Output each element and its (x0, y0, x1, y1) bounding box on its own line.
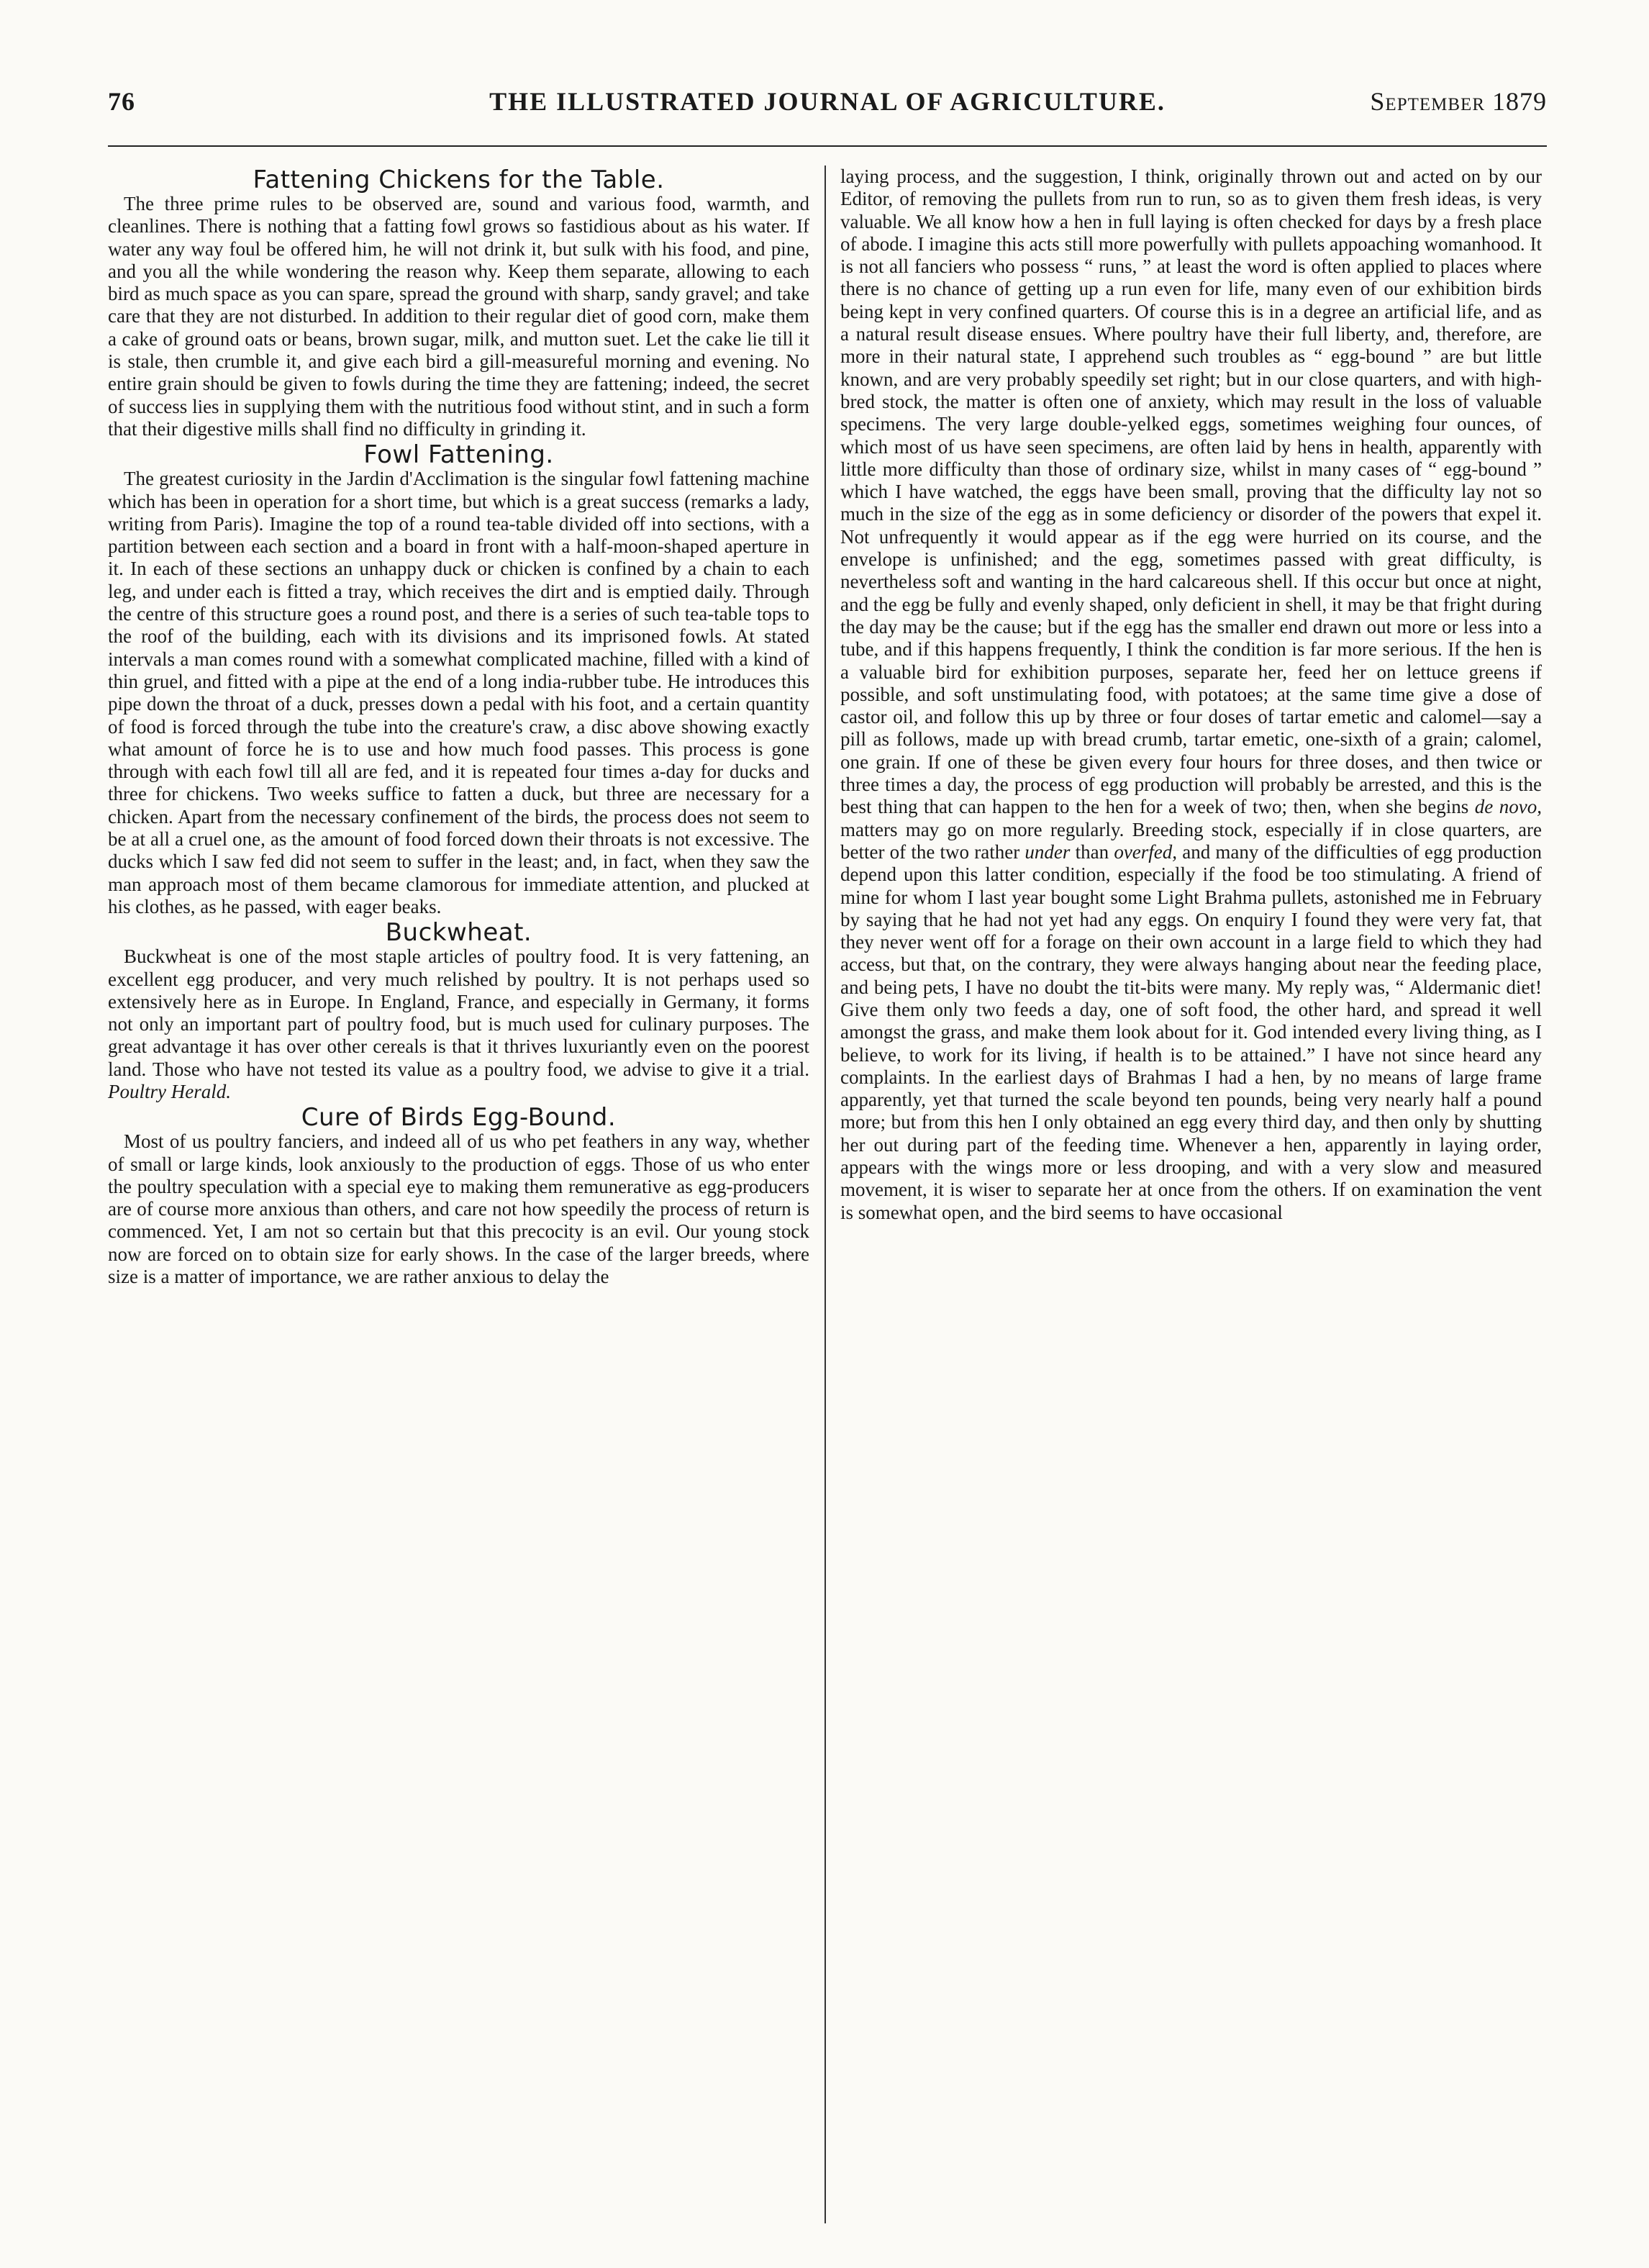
right-column (840, 165, 1542, 1224)
left-column (108, 165, 809, 1288)
header-rule (108, 145, 1547, 147)
article-body: Most of us poultry fanciers, and indeed all of us who pet feathers in any way, whether of small or large kinds, look anxiously to the production of eggs. Those of us who enter the poultry speculation with a special eye to making them remunerative as egg-producers are of course more anxious than others, and care not how speedily the process of return is commenced. Yet, I am not so certain but that this precocity is an evil. Our young stock now are forced on to obtain size for early shows. In the case of the larger breeds, where size is a matter of importance, we are rather anxious to delay the (108, 1130, 809, 1288)
continued-text: and many of the difficulties of egg production depend upon this latter condition, especially if the food be too stimulating. A friend of mine for whom I last year bought some Light Brahma pullets, astonished me in February by saying that he had not yet had any eggs. On enquiry I found they were very fat, that they never went off for a forage on their own account in a large field to which they had access, but that, on the contrary, they were always hanging about near the feeding place, and being pets, I have no doubt the tit-bits were many. My reply was, “ Aldermanic diet! Give them only two feeds a day, one of soft food, the other hard, and spread it well amongst the grass, and make them look about for it. God intended every living thing, as I believe, to work for its living, if health is to be attained.” I have not since heard any complaints. In the earliest days of Brahmas I had a hen, by no means of large frame apparently, yet that turned the scale beyond ten pounds, being very nearly half a pound more; but from this hen I only obtained an egg every third day, and then only by shutting her out during part of the feeding time. Whenever a hen, apparently in laying order, appears with the wings more or less drooping, and with a very slow and measured movement, it is wiser to separate her at once from the others. If on examination the vent is somewhat open, and the bird seems to have occasional (840, 840, 1543, 1223)
article-columns (108, 165, 1547, 2231)
continued-text: matters may go on more regularly. Breeding stock, especially if in close quarters, are better of the two rather (840, 818, 1542, 863)
article-body: The greatest curiosity in the Jardin d'Acclimation is the singular fowl fattening machine which has been in operation for a short time, but which is a great success (remarks a lady, writing from Paris). Imagine the top of a round tea-table divided off into sections, with a partition between each section and a board in front with a half-moon-shaped aperture in it. In each of these sections an unhappy duck or chicken is confined by a chain to each leg, and under each is fitted a tray, which receives the dirt and is emptied daily. Through the centre of this structure goes a round post, and there is a series of such tea-table tops to the roof of the building, each with its divisions and its imprisoned fowls. At stated intervals a man comes round with a somewhat complicated machine, filled with a kind of thin gruel, and fitted with a pipe at the end of a long india-rubber tube. He introduces this pipe down the throat of a duck, presses down a pedal with his foot, and a certain quantity of food is forced through the tube into the creature's craw, a disc above showing exactly what amount of force he is to use and how much food passes. This process is gone through with each fowl till all are fed, and it is repeated four times a-day for ducks and three for chickens. Two weeks suffice to fatten a duck, but three are necessary for a chicken. Apart from the necessary confinement of the birds, the process does not seem to be at all a cruel one, as the amount of food forced down their throats is not excessive. The ducks which I saw fed did not seem to suffer in the least; and, in fact, when they saw the man approach most of them became clamorous for immediate attention, and plucked at his clothes, as he passed, with eager beaks. (108, 468, 809, 917)
italic-term: de novo, (1474, 796, 1543, 818)
italic-term: overfed, (1114, 840, 1178, 863)
journal-title: THE ILLUSTRATED JOURNAL OF AGRICULTURE. (489, 87, 1166, 116)
article-body: The three prime rules to be observed are, sound and various food, warmth, and cleanlines. There is nothing that a fatting fowl grows so fastidious about as his water. If water any way foul be offered him, he will not drink it, but sulk with his food, and pine, and you all the while wondering the reason why. Keep them separate, allowing to each bird as much space as you can spare, spread the ground with sharp, sandy gravel; and take care that they are not disturbed. In addition to their regular diet of good corn, make them a cake of ground oats or beans, brown sugar, milk, and mutton suet. Let the cake lie till it is stale, then crumble it, and give each bird a gill-measureful morning and evening. No entire grain should be given to fowls during the time they are fattening; indeed, the secret of success lies in supplying them with the nutritious food without stint, and in such a form that their digestive mills shall find no difficulty in grinding it. (108, 193, 809, 440)
article-continuation (840, 165, 1542, 1224)
column-divider (824, 165, 826, 2223)
article-title: Cure of Birds Egg-Bound. (301, 1103, 617, 1133)
continued-text: than (1075, 840, 1109, 863)
article-title: Fowl Fattening. (363, 440, 554, 470)
issue-date: September 1879 (1370, 87, 1547, 116)
article-title: Fattening Chickens for the Table. (253, 165, 665, 194)
article-attribution: Poultry Herald. (108, 1080, 231, 1102)
continued-text: laying process, and the suggestion, I think, originally thrown out and acted on by our Editor, of removing the pullets from run to run, so as to given them fresh ideas, is very valuable. We all know how a hen in full laying is often checked for days by a fresh place of abode. I imagine this acts still more powerfully with pullets appoaching womanhood. It is not all fanciers who possess “ runs, ” at least the word is often applied to places where there is no chance of getting up a run even for life, many even of our exhibition birds being kept in very confined quarters. Of course this is in a degree an artificial life, and as a natural result disease ensues. Where poultry have their full liberty, and, therefore, are more in their natural state, I apprehend such troubles as “ egg-bound ” are but little known, and are very probably speedily set right; but in our close quarters, and with high-bred stock, the matter is often one of anxiety, which may result in the loss of valuable specimens. The very large double-yelked eggs, sometimes weighing four ounces, of which most of us have seen specimens, are often laid by hens in health, apparently with little more difficulty than those of ordinary size, whilst in many cases of “ egg-bound ” which I have watched, the eggs have been small, proving that the difficulty lay not so much in the size of the egg as in some deficiency or disorder of the powers that expel it. Not unfrequently it would appear as if the egg were hurried on its course, and the envelope is unfinished; and the egg, sometimes passed with great difficulty, is nevertheless soft and wanting in the hard calcareous shell. If this occur but once at night, and the egg be fully and evenly shaped, only deficient in shell, it may be that fright during the day may be the cause; but if the egg has the smaller end drawn out more or less into a tube, and if this happens frequently, I think the condition is far more serious. If the hen is a valuable bird for exhibition purposes, separate her, feed her on lettuce greens if possible, and soft unstimulating food, with potatoes; at the same time give a dose of castor oil, and follow this up by three or four doses of tartar emetic and calomel—say a pill as follows, made up with bread crumb, tartar emetic, one-sixth of a grain; calomel, one grain. If one of these be given every four hours for three doses, and then twice or three times a day, the process of egg production will probably be arrested, and this is the best thing that can happen to the hen for a week of two; then, when she begins (840, 165, 1542, 818)
journal-page (108, 86, 1547, 2231)
article-text: Buckwheat is one of the most staple articles of poultry food. It is very fattening, an excellent egg producer, and very much relished by poultry. It is not perhaps used so extensively here as in Europe. In England, France, and especially in Germany, it forms not only an important part of poultry food, but is much used for culinary purposes. The great advantage it has over other cereals is that it thrives luxuriantly even on the poorest land. Those who have not tested its value as a poultry food, we advise to give it a trial. (108, 945, 809, 1080)
article-title: Buckwheat. (385, 918, 532, 948)
page-header (108, 86, 1547, 130)
page-number: 76 (108, 87, 135, 116)
italic-term: under (1025, 840, 1071, 863)
article-body (108, 945, 809, 1103)
